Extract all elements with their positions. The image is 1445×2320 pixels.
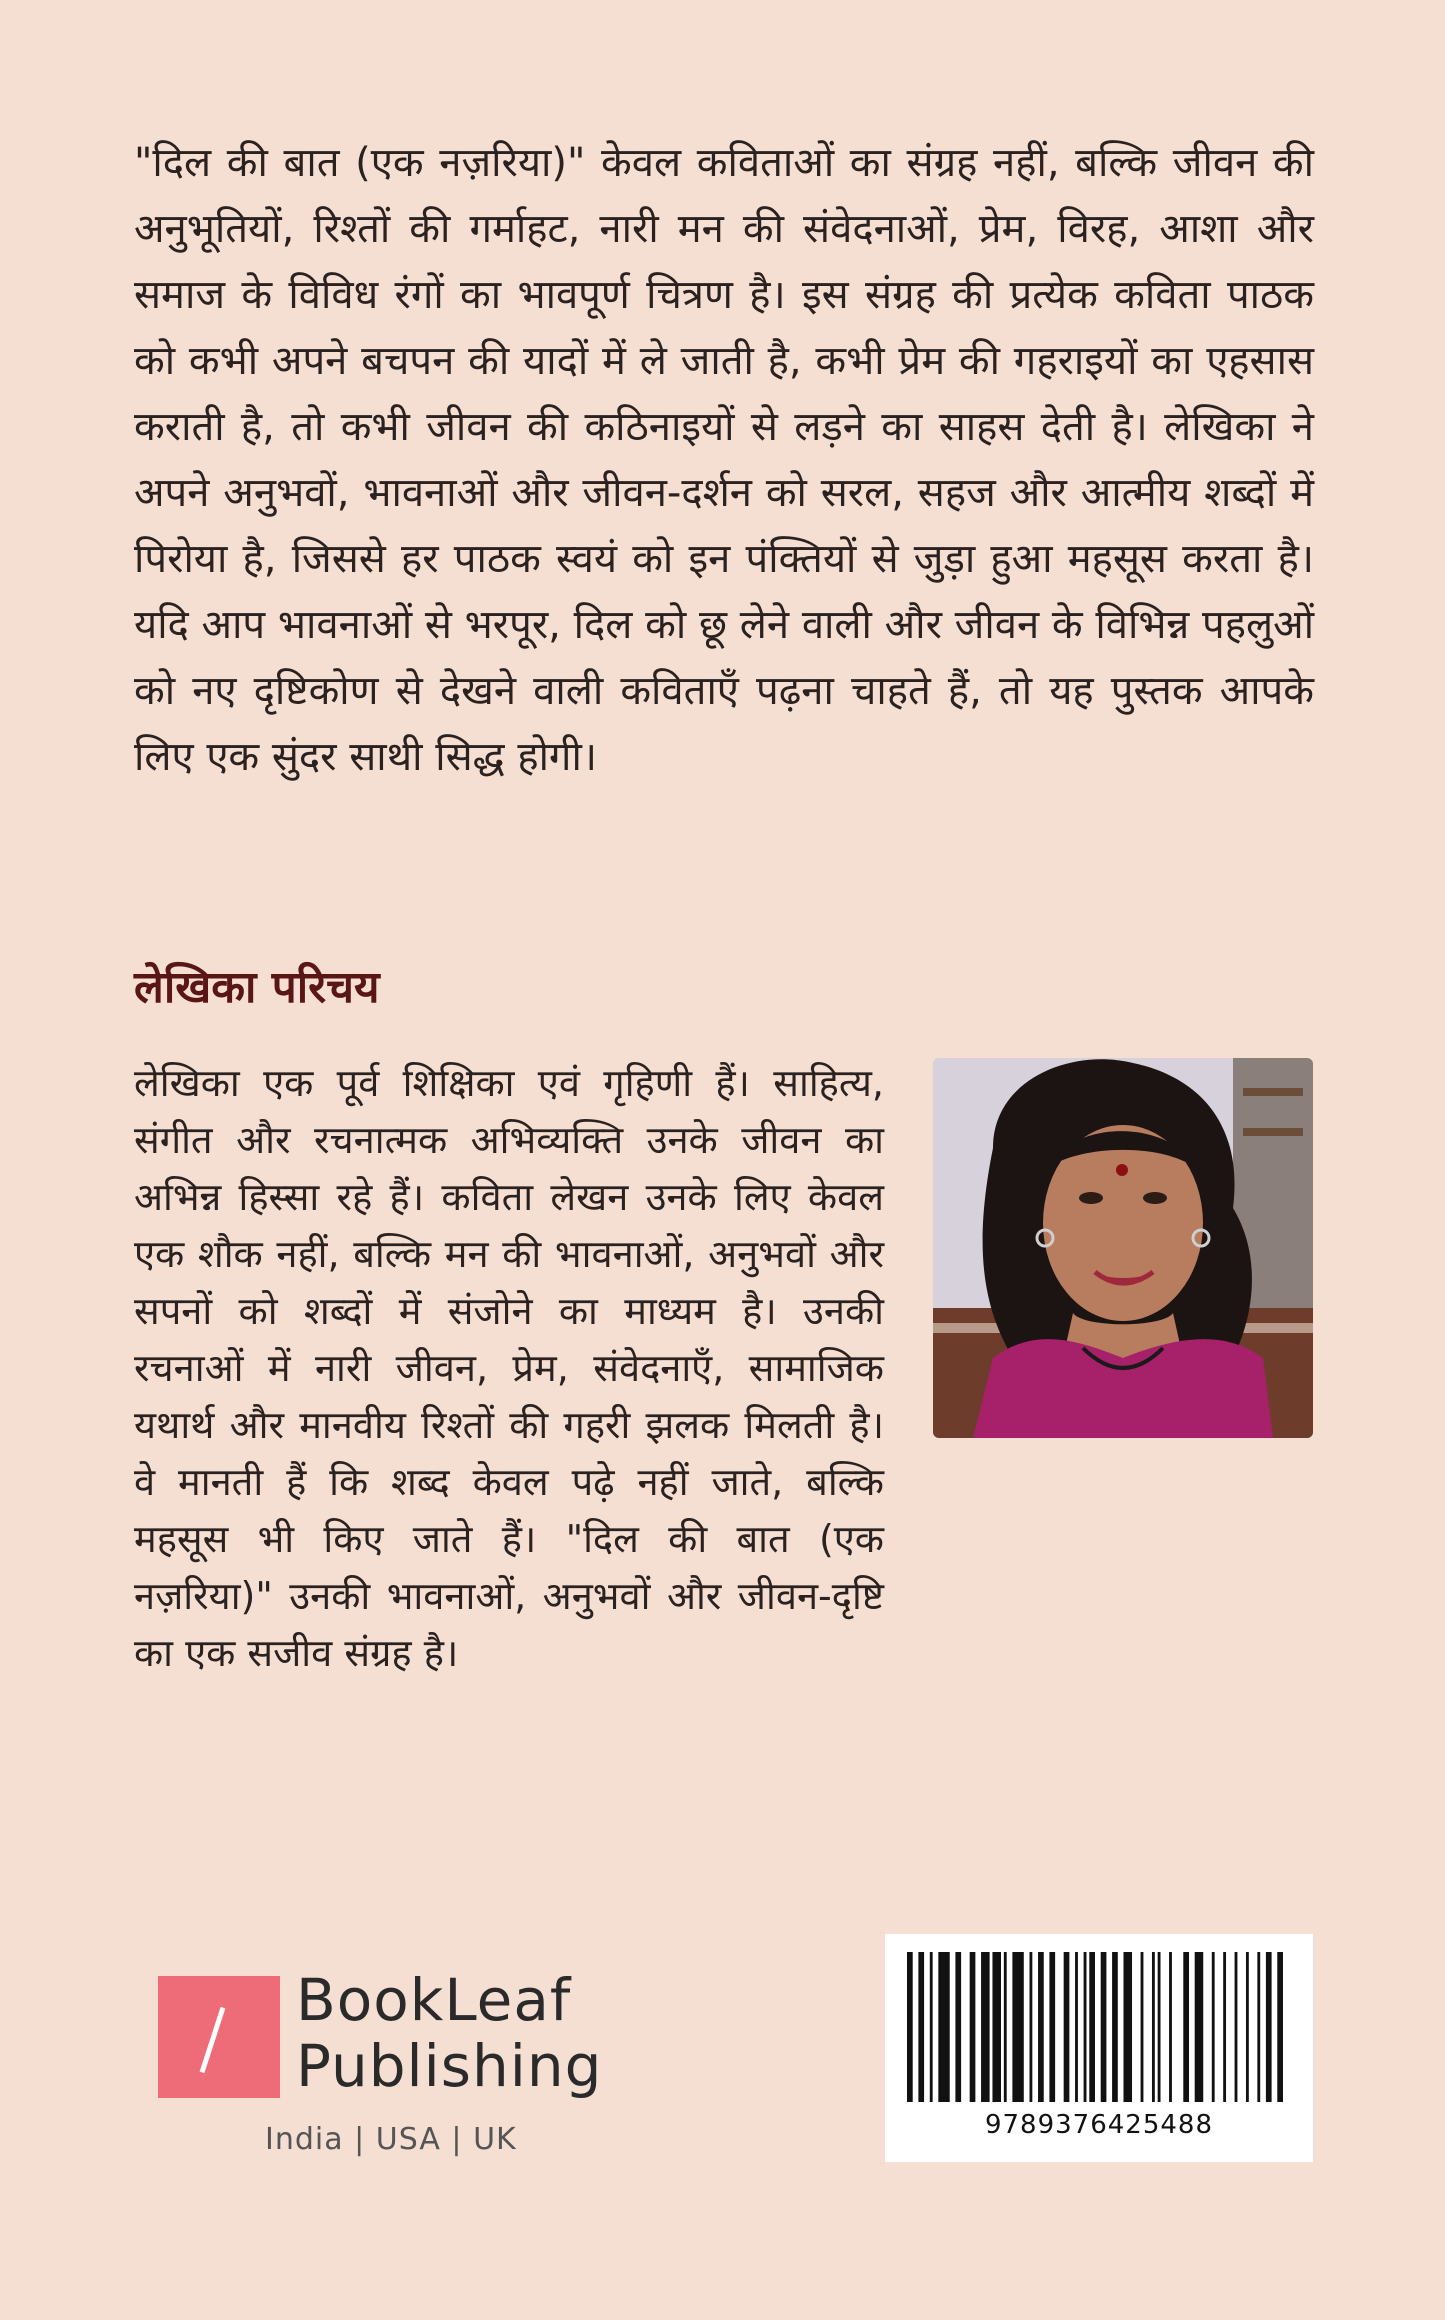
book-blurb: "दिल की बात (एक नज़रिया)" केवल कविताओं का संग्रह नहीं, बल्कि जीवन की अनुभूतियों, रिश्तों की गर्माहट, नारी मन की संवेदनाओं, प्रेम, विरह, आशा और समाज के विविध रंगों का भावपूर्ण चित्रण है। इस संग्रह की प्रत्येक कविता पाठक को कभी अपने बचपन की यादों में ले जाती है, कभी प्रेम की गहराइयों का एहसास कराती है, तो कभी जीवन की कठिनाइयों से लड़ने का साहस देती है। लेखिका ने अपने अनुभवों, भावनाओं और जीवन-दर्शन को सरल, सहज और आत्मीय शब्दों में पिरोया है, जिससे हर पाठक स्वयं को इन पंक्तियों से जुड़ा हुआ महसूस करता है। यदि आप भावनाओं से भरपूर, दिल को छू लेने वाली और जीवन के विभिन्न पहलुओं को नए दृष्टिकोण से देखने वाली कविताएँ पढ़ना चाहते हैं, तो यह पुस्तक आपके लिए एक सुंदर साथी सिद्ध होगी। (134, 140, 1314, 780)
barcode-bars (903, 1952, 1295, 2102)
isbn-barcode (885, 1934, 1313, 2162)
publisher-name-line1: BookLeaf (296, 1966, 572, 2034)
isbn-number: 9789376425488 (984, 2110, 1214, 2140)
logo-mark-icon (158, 1976, 280, 2098)
publisher-regions: India | USA | UK (265, 2122, 517, 2157)
author-bio: लेखिका एक पूर्व शिक्षिका एवं गृहिणी हैं। साहित्य, संगीत और रचनात्मक अभिव्यक्ति उनके जीवन का अभिन्न हिस्सा रहे हैं। कविता लेखन उनके लिए केवल एक शौक नहीं, बल्कि मन की भावनाओं, अनुभवों और सपनों को शब्दों में संजोने का माध्यम है। उनकी रचनाओं में नारी जीवन, प्रेम, संवेदनाएँ, सामाजिक यथार्थ और मानवीय रिश्तों की गहरी झलक मिलती है। वे मानती हैं कि शब्द केवल पढ़े नहीं जाते, बल्कि महसूस भी किए जाते हैं। "दिल की बात (एक नज़रिया)" उनकी भावनाओं, अनुभवों और जीवन-दृष्टि का एक सजीव संग्रह है। (134, 1061, 884, 1675)
bookleaf-publishing-logo (158, 1966, 608, 2132)
author-section-heading: लेखिका परिचय (134, 962, 380, 1013)
author-photo (933, 1058, 1313, 1438)
publisher-name-line2: Publishing (296, 2032, 603, 2100)
